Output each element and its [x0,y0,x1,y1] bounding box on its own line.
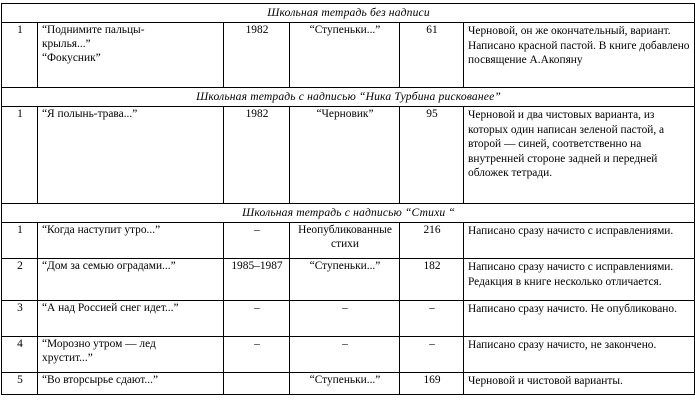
row-number: 4 [2,337,38,373]
year-value [224,373,290,395]
note-value: Написано сразу начисто с исправлениями. [464,223,695,259]
table-row [2,223,695,259]
note-value: Черновой и два чистовых варианта, из которых один написан зеленой пастой, а второй — синей, соответственно на внутренней стороне задней и передней обложек тетради. [464,107,695,204]
note-value: Написано сразу начисто с исправлениями. Редакция в книге несколько отличается. [464,259,695,301]
section-header-label: Школьная тетрадь без надписи [2,4,695,23]
section-header-row [2,4,695,23]
poem-title [38,23,224,88]
poem-title [38,373,224,395]
page-value: 61 [400,23,464,88]
table-row [2,23,695,88]
poem-title [38,107,224,204]
row-number: 1 [2,23,38,88]
table-row [2,373,695,395]
year-value: 1982 [224,23,290,88]
section-header-row [2,88,695,107]
year-value: – [224,337,290,373]
poem-title-line: “Я полынь-трава...” [42,108,138,121]
row-number: 1 [2,107,38,204]
book-value: “Ступеньки...” [290,259,400,301]
section-header-label: Школьная тетрадь с надписью “Ника Турбина рискованее” [2,88,695,107]
book-value: “Ступеньки...” [290,373,400,395]
page-value: – [400,337,464,373]
poem-title [38,337,224,373]
page-value: 216 [400,223,464,259]
book-value: “Ступеньки...” [290,23,400,88]
poem-title-line: “Поднимите пальцы- [42,24,145,37]
year-value: 1985–1987 [224,259,290,301]
row-number: 2 [2,259,38,301]
note-value: Написано сразу начисто, не закончено. [464,337,695,373]
poem-title-line: “Дом за семью оградами...” [42,260,176,273]
note-value: Черновой и чистовой варианты. [464,373,695,395]
poem-title-line: “А над Россией снег идет...” [42,302,179,315]
year-value: 1982 [224,107,290,204]
poem-title-line: “Фокусник” [42,51,101,64]
book-value: Неопубликованные стихи [290,223,400,259]
row-number: 5 [2,373,38,395]
row-number: 3 [2,301,38,337]
poem-title-line: крылья...” [42,38,91,51]
year-value: – [224,223,290,259]
poem-title-line: “Морозно утром — лед [42,338,156,351]
poem-title-line: “Когда наступит утро...” [42,224,161,237]
page-value: 95 [400,107,464,204]
book-value: – [290,301,400,337]
page-value: 169 [400,373,464,395]
note-value: Черновой, он же окончательный, вариант. Написано красной пастой. В книге добавлено посвящение А.Акопяну [464,23,695,88]
page-value: – [400,301,464,337]
manuscript-table [1,3,695,395]
book-value: “Черновик” [290,107,400,204]
year-value: – [224,301,290,337]
poem-title [38,259,224,301]
table-row [2,301,695,337]
table-row [2,337,695,373]
poem-title [38,223,224,259]
table-row [2,259,695,301]
poem-title-line: хрустит...” [42,352,93,365]
poem-title [38,301,224,337]
page-value: 182 [400,259,464,301]
poem-title-line: “Во вторсырье сдают...” [42,374,158,387]
section-header-label: Школьная тетрадь с надписью “Стихи “ [2,204,695,223]
section-header-row [2,204,695,223]
row-number: 1 [2,223,38,259]
table-body [2,4,695,395]
book-value: – [290,337,400,373]
note-value: Написано сразу начисто. Не опубликовано. [464,301,695,337]
table-row [2,107,695,204]
